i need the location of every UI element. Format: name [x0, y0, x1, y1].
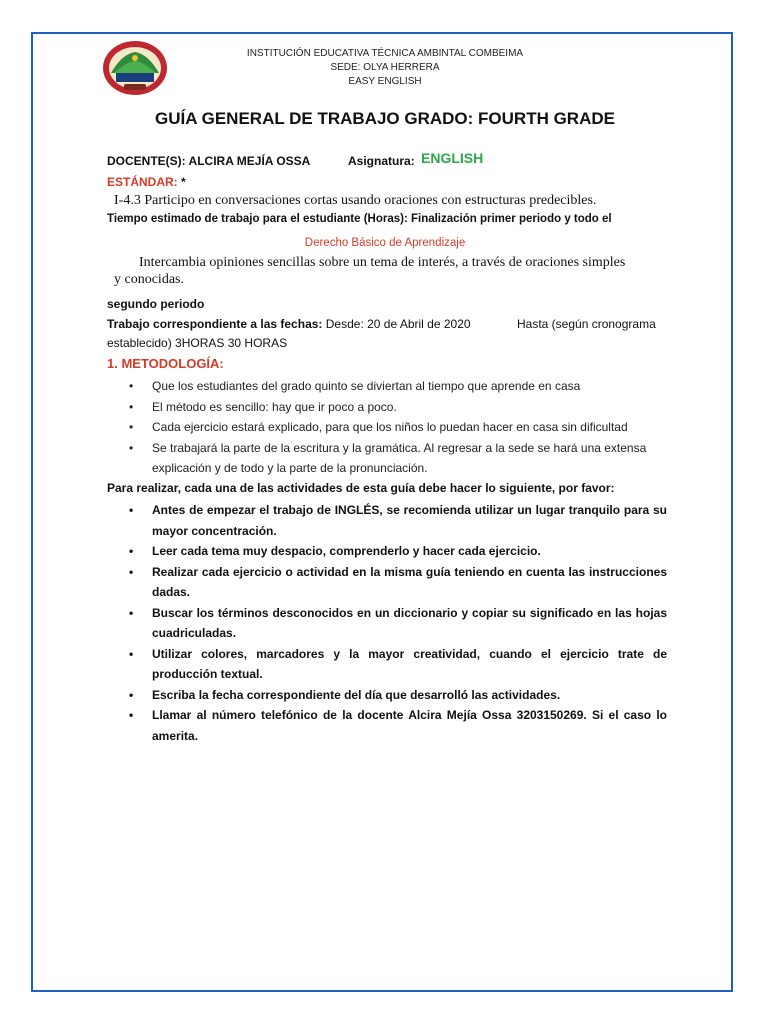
estandar-text: I-4.3 Participo en conversaciones cortas usando oraciones con estructuras predecibles. [114, 193, 597, 208]
bullet-icon: • [129, 379, 134, 393]
list-item: • Antes de empezar el trabajo de INGLÉS, se recomienda utilizar un lugar tranquilo para su mayor concentración. [107, 500, 667, 541]
bullet-icon: • [129, 420, 134, 434]
dba-text-line2: y conocidas. [114, 272, 184, 287]
tiempo-estimado: Tiempo estimado de trabajo para el estudiante (Horas): Finalización primer periodo y todo el [107, 213, 612, 225]
dba-heading: Derecho Básico de Aprendizaje [304, 237, 466, 249]
bullet-icon: • [129, 440, 134, 455]
bullet-icon: • [129, 605, 134, 620]
asignatura-value: ENGLISH [421, 150, 484, 166]
bullet-icon: • [129, 708, 134, 722]
list-item: • Utilizar colores, marcadores y la mayor creatividad, cuando el ejercicio trate de producción textual. [107, 644, 667, 685]
estandar-marker: * [181, 175, 186, 189]
fechas-hasta: Hasta (según cronograma [517, 317, 656, 331]
header-sede: SEDE: OLYA HERRERA [330, 62, 440, 73]
fechas-establecido: establecido) 3HORAS 30 HORAS [107, 336, 288, 350]
list-item: • Llamar al número telefónico de la docente Alcira Mejía Ossa 3203150269. Si el caso lo amerita. [107, 705, 667, 746]
bullet-icon: • [129, 503, 134, 517]
docente-label: DOCENTE(S): ALCIRA MEJÍA OSSA [107, 154, 311, 168]
list-item: • Escriba la fecha correspondiente del día que desarrolló las actividades. [107, 685, 667, 706]
header-easy-english: EASY ENGLISH [348, 76, 422, 87]
bullet-icon: • [129, 564, 134, 579]
list-item: • El método es sencillo: hay que ir poco a poco. [107, 397, 667, 418]
header-institution: INSTITUCIÓN EDUCATIVA TÉCNICA AMBINTAL COMBEIMA [246, 48, 524, 59]
list-item: • Realizar cada ejercicio o actividad en la misma guía teniendo en cuenta las instrucciones dadas. [107, 562, 667, 603]
estandar-label: ESTÁNDAR: [107, 175, 178, 189]
list-item: • Buscar los términos desconocidos en un diccionario y copiar su significado en las hojas cuadriculadas. [107, 603, 667, 644]
fechas-label: Trabajo correspondiente a las fechas: [107, 317, 323, 331]
page-title: GUÍA GENERAL DE TRABAJO GRADO: FOURTH GRADE [155, 109, 615, 128]
para-realizar-list [107, 500, 667, 746]
segundo-periodo: segundo periodo [107, 297, 205, 311]
list-item: • Que los estudiantes del grado quinto se diviertan al tiempo que aprende en casa [107, 376, 667, 397]
list-item: • Se trabajará la parte de la escritura y la gramática. Al regresar a la sede se hará una extensa explicación y de todo y la parte de la pronunciación. [107, 438, 667, 479]
metodologia-heading: 1. METODOLOGÍA: [107, 356, 224, 371]
fechas-desde: Desde: 20 de Abril de 2020 [325, 317, 471, 331]
bullet-icon: • [129, 687, 134, 702]
list-item: • Cada ejercicio estará explicado, para que los niños lo puedan hacer en casa sin dificultad [107, 417, 667, 438]
asignatura-label: Asignatura: [348, 154, 415, 168]
list-item: • Leer cada tema muy despacio, comprenderlo y hacer cada ejercicio. [107, 541, 667, 562]
bullet-icon: • [129, 399, 134, 414]
bullet-icon: • [129, 544, 134, 558]
dba-text-line1: Intercambia opiniones sencillas sobre un tema de interés, a través de oraciones simples [139, 255, 626, 270]
para-realizar-heading: Para realizar, cada una de las actividades de esta guía debe hacer lo siguiente, por favor: [107, 481, 615, 495]
metodologia-list [107, 376, 667, 479]
bullet-icon: • [129, 646, 134, 661]
